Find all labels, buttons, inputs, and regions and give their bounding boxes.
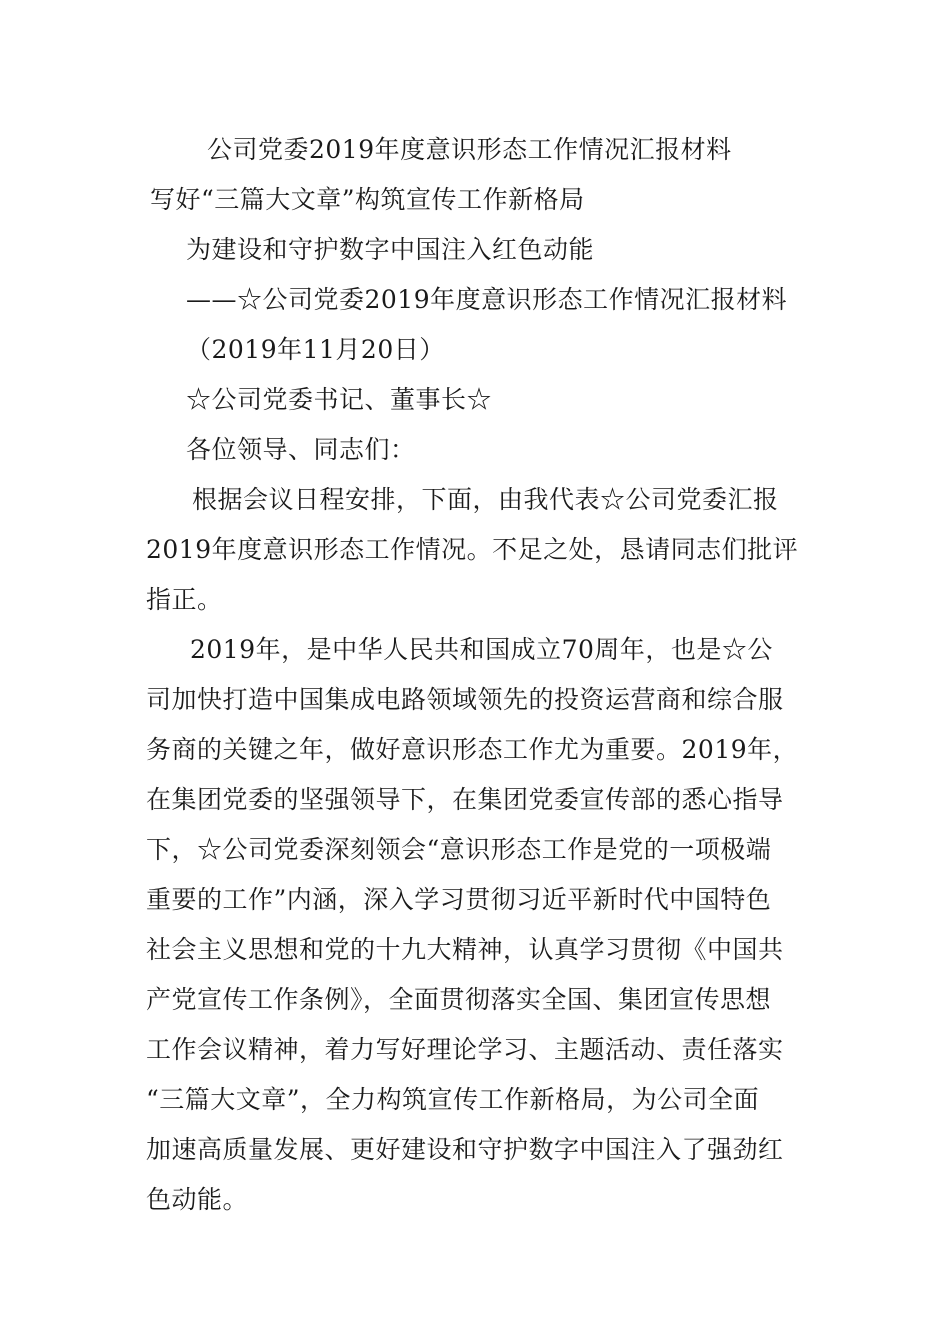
paragraph-line: “三篇大文章”，全力构筑宣传工作新格局，为公司全面 <box>146 1085 760 1114</box>
paragraph-line: 社会主义思想和党的十九大精神，认真学习贯彻《中国共 <box>146 935 784 964</box>
paragraph-line: 重要的工作”内涵，深入学习贯彻习近平新时代中国特色 <box>146 885 772 914</box>
paragraph-line: 司加快打造中国集成电路领域领先的投资运营商和综合服 <box>146 685 784 714</box>
byline-title: ——☆公司党委2019年度意识形态工作情况汇报材料 <box>186 285 788 314</box>
subheadline: 为建设和守护数字中国注入红色动能 <box>186 235 595 264</box>
paragraph-line: 下，☆公司党委深刻领会“意识形态工作是党的一项极端 <box>146 835 772 864</box>
paragraph-line: 工作会议精神，着力写好理论学习、主题活动、责任落实 <box>146 1035 784 1064</box>
document-title: 公司党委2019年度意识形态工作情况汇报材料 <box>207 135 732 164</box>
paragraph-line: 色动能。 <box>146 1185 249 1214</box>
speaker: ☆公司党委书记、董事长☆ <box>186 385 493 414</box>
paragraph-line: 根据会议日程安排，下面，由我代表☆公司党委汇报 <box>192 485 779 514</box>
paragraph-line: 产党宣传工作条例》，全面贯彻落实全国、集团宣传思想 <box>146 985 772 1014</box>
report-date: （2019年11月20日） <box>186 335 445 364</box>
paragraph-line: 在集团党委的坚强领导下，在集团党委宣传部的悉心指导 <box>146 785 784 814</box>
paragraph-line: 加速高质量发展、更好建设和守护数字中国注入了强劲红 <box>146 1135 784 1164</box>
paragraph-line: 指正。 <box>146 585 223 614</box>
paragraph-line: 2019年，是中华人民共和国成立70周年，也是☆公 <box>190 635 773 664</box>
headline: 写好“三篇大文章”构筑宣传工作新格局 <box>150 185 585 214</box>
paragraph-line: 务商的关键之年，做好意识形态工作尤为重要。2019年， <box>146 735 799 764</box>
salutation: 各位领导、同志们： <box>186 435 416 464</box>
paragraph-line: 2019年度意识形态工作情况。不足之处，恳请同志们批评 <box>146 535 799 564</box>
